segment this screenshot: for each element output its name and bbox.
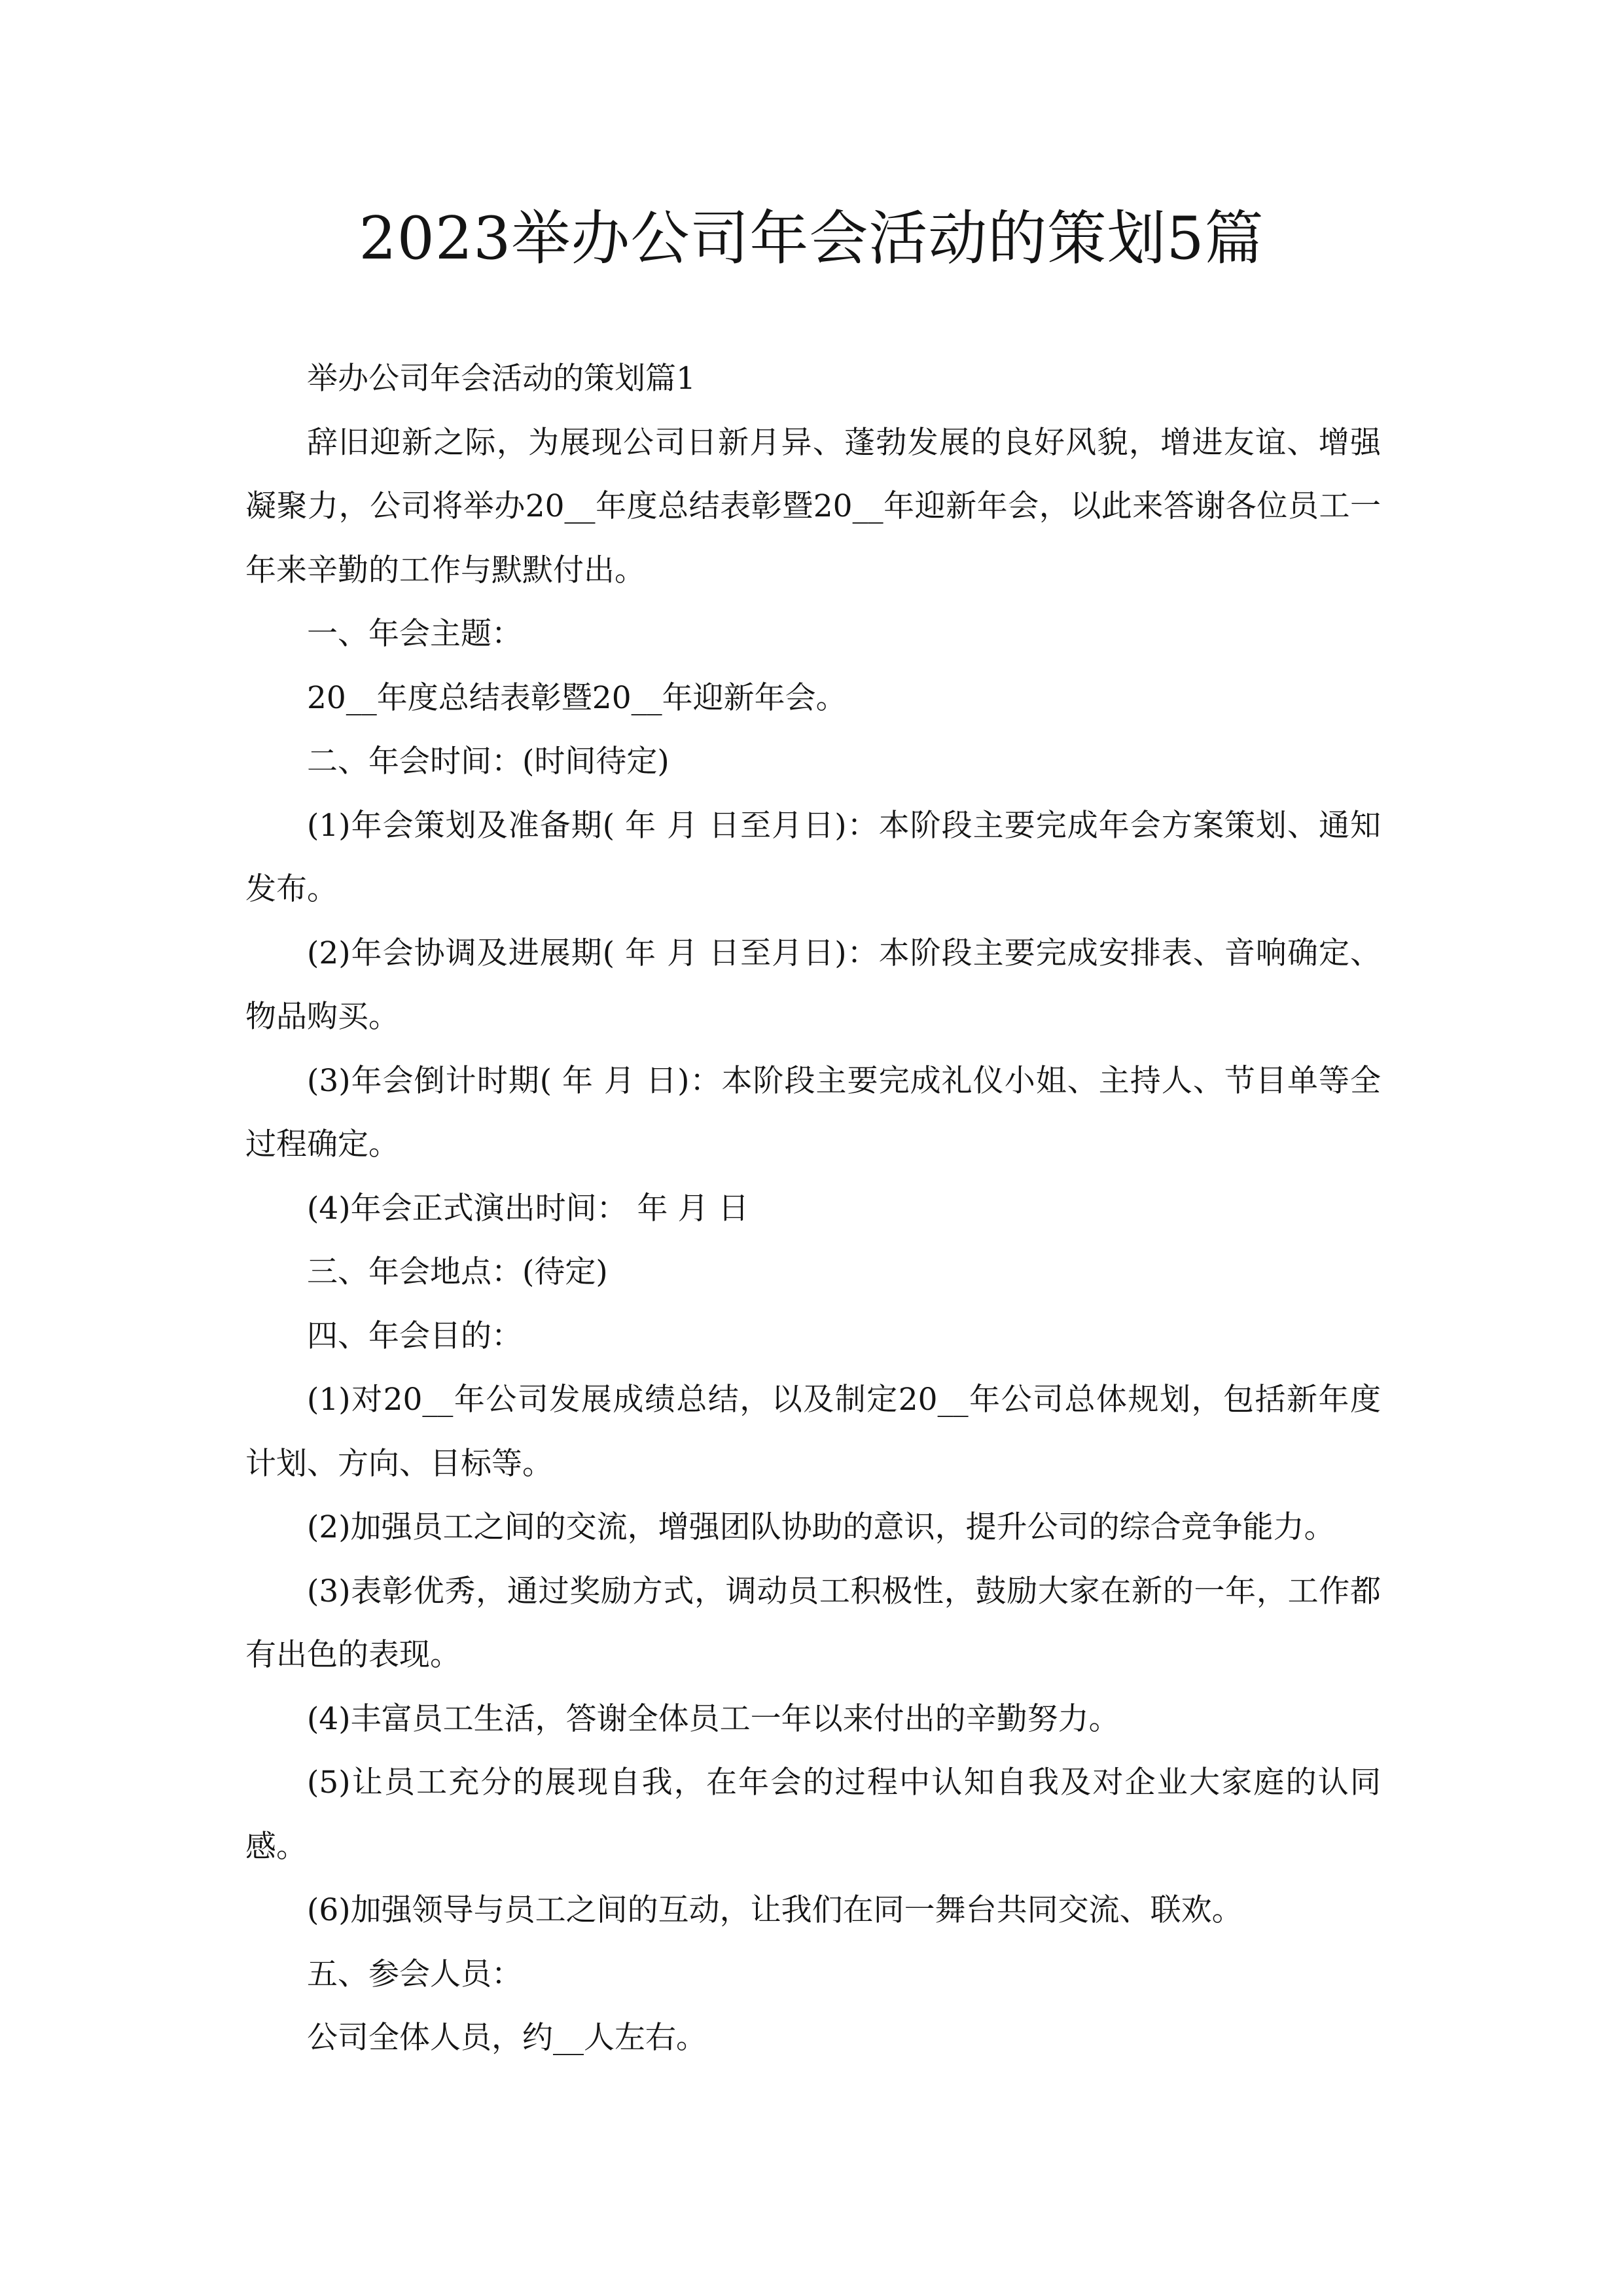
intro-paragraph: 辞旧迎新之际，为展现公司日新月异、蓬勃发展的良好风貌，增进友谊、增强凝聚力，公司将举办20__年度总结表彰暨20__年迎新年会，以此来答谢各位员工一年来辛勤的工作与默默付出。: [245, 424, 1381, 588]
purpose-item-1: (1)对20__年公司发展成绩总结，以及制定20__年公司总体规划，包括新年度计划、方向、目标等。: [245, 1382, 1381, 1482]
time-item-2: (2)年会协调及进展期( 年 月 日至月日)：本阶段主要完成安排表、音响确定、物品购买。: [245, 935, 1381, 1035]
time-item-4: (4)年会正式演出时间： 年 月 日: [307, 1190, 749, 1227]
time-heading: 二、年会时间：(时间待定): [307, 744, 669, 780]
purpose-item-6: (6)加强领导与员工之间的互动，让我们在同一舞台共同交流、联欢。: [307, 1892, 1243, 1928]
time-item-3: (3)年会倒计时期( 年 月 日)：本阶段主要完成礼仪小姐、主持人、节目单等全过程确定。: [245, 1062, 1381, 1162]
section-heading: 举办公司年会活动的策划篇1: [307, 361, 696, 397]
time-item-1: (1)年会策划及准备期( 年 月 日至月日)：本阶段主要完成年会方案策划、通知发布。: [245, 807, 1381, 907]
document-title: 2023举办公司年会活动的策划5篇: [359, 204, 1264, 273]
theme-heading: 一、年会主题：: [307, 616, 522, 652]
attendees-text: 公司全体人员，约__人左右。: [307, 2020, 707, 2056]
purpose-heading: 四、年会目的：: [307, 1318, 522, 1354]
attendees-heading: 五、参会人员：: [307, 1956, 522, 1992]
purpose-item-5: (5)让员工充分的展现自我，在年会的过程中认知自我及对企业大家庭的认同感。: [245, 1765, 1381, 1865]
purpose-item-4: (4)丰富员工生活，答谢全体员工一年以来付出的辛勤努力。: [307, 1700, 1120, 1737]
theme-text: 20__年度总结表彰暨20__年迎新年会。: [307, 679, 847, 716]
purpose-item-3: (3)表彰优秀，通过奖励方式，调动员工积极性，鼓励大家在新的一年，工作都有出色的表现。: [245, 1573, 1381, 1673]
document-body: [245, 347, 1381, 2070]
location-heading: 三、年会地点：(待定): [307, 1254, 608, 1290]
purpose-item-2: (2)加强员工之间的交流，增强团队协助的意识，提升公司的综合竞争能力。: [307, 1509, 1335, 1545]
